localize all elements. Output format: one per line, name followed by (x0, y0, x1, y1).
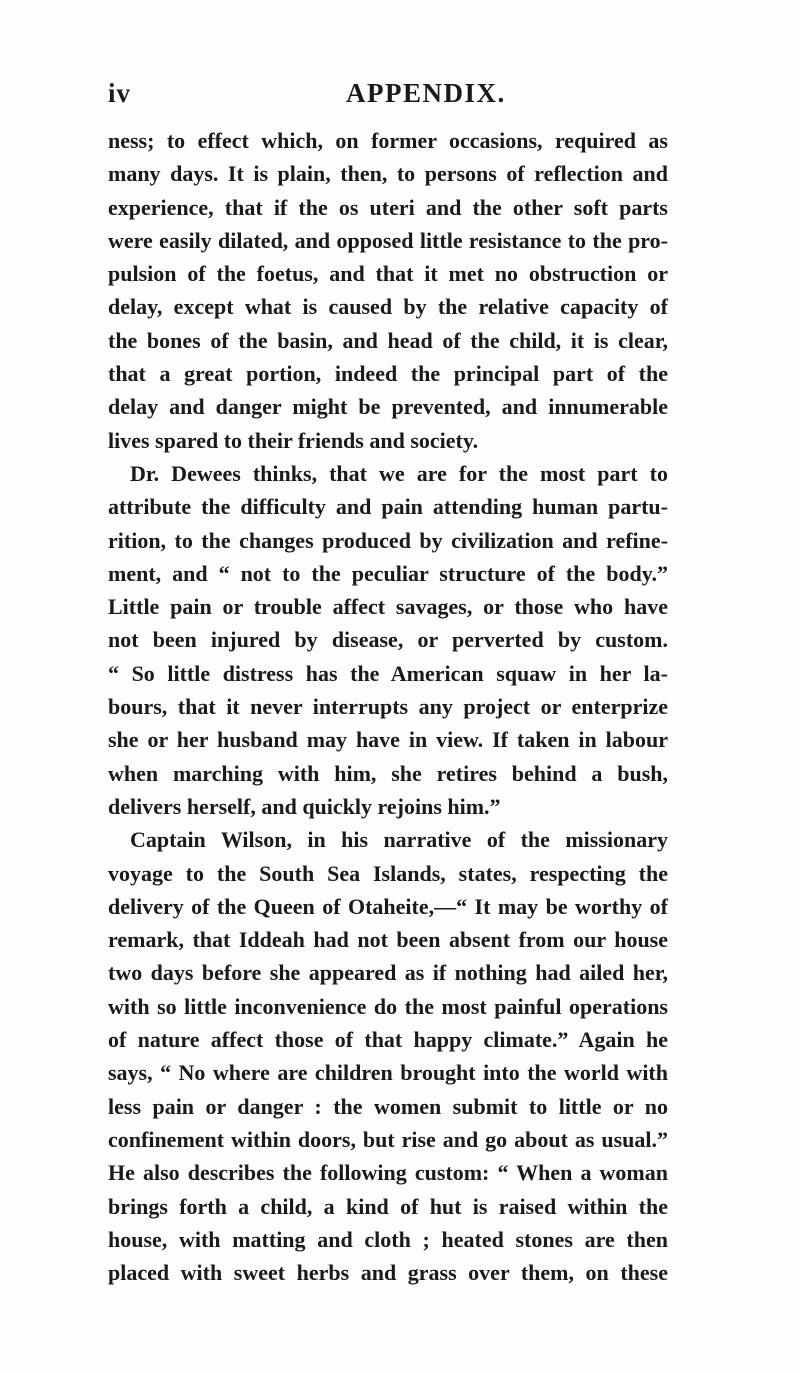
text-line: were easily dilated, and opposed little resistance to the pro- (108, 227, 668, 253)
text-line: the bones of the basin, and head of the child, it is clear, (108, 327, 668, 353)
text-line: bours, that it never interrupts any project or enterprize (108, 694, 668, 720)
text-line: attribute the difficulty and pain attending human partu- (108, 494, 668, 520)
text-line: that a great portion, indeed the principal part of the (108, 361, 668, 387)
text-line: delay and danger might be prevented, and innumerable (108, 394, 668, 420)
page-number: iv (108, 78, 132, 108)
text-line: she or her husband may have in view. If taken in labour (108, 727, 668, 753)
body-text (108, 124, 668, 1289)
text-line: He also describes the following custom: “ When a woman (108, 1160, 668, 1186)
text-line: “ So little distress has the American squaw in her la- (108, 660, 668, 686)
text-line: delivery of the Queen of Otaheite,—“ It may be worthy of (108, 893, 668, 919)
text-line: lives spared to their friends and society. (108, 427, 479, 453)
text-line: placed with sweet herbs and grass over them, on these (108, 1260, 668, 1286)
text-line: less pain or danger : the women submit to little or no (108, 1093, 668, 1119)
text-line: not been injured by disease, or perverted by custom. (108, 627, 668, 653)
text-line: remark, that Iddeah had not been absent from our house (108, 927, 668, 953)
text-line: of nature affect those of that happy climate.” Again he (108, 1027, 668, 1053)
text-line: brings forth a child, a kind of hut is raised within the (108, 1193, 668, 1219)
text-line: delivers herself, and quickly rejoins him.” (108, 793, 501, 819)
text-line: pulsion of the foetus, and that it met no obstruction or (108, 261, 668, 287)
text-line: many days. It is plain, then, to persons of reflection and (108, 161, 668, 187)
page-header (108, 78, 668, 114)
text-line: Captain Wilson, in his narrative of the missionary (130, 827, 668, 853)
text-line: house, with matting and cloth ; heated stones are then (108, 1226, 668, 1252)
text-line: rition, to the changes produced by civilization and refine- (108, 527, 668, 553)
text-line: delay, except what is caused by the relative capacity of (108, 294, 668, 320)
text-line: voyage to the South Sea Islands, states, respecting the (108, 860, 668, 886)
text-line: Little pain or trouble affect savages, or those who have (108, 594, 668, 620)
text-line: ness; to effect which, on former occasions, required as (108, 128, 668, 153)
text-line: Dr. Dewees thinks, that we are for the most part to (130, 460, 668, 486)
running-head: APPENDIX. (346, 78, 506, 108)
text-line: when marching with him, she retires behind a bush, (108, 760, 668, 786)
text-line: experience, that if the os uteri and the other soft parts (108, 194, 668, 220)
text-line: with so little inconvenience do the most painful operations (108, 993, 668, 1019)
text-line: confinement within doors, but rise and go about as usual.” (108, 1126, 668, 1152)
text-line: two days before she appeared as if nothing had ailed her, (108, 960, 668, 986)
text-line: ment, and “ not to the peculiar structure of the body.” (108, 560, 668, 586)
text-line: says, “ No where are children brought into the world with (108, 1060, 668, 1086)
